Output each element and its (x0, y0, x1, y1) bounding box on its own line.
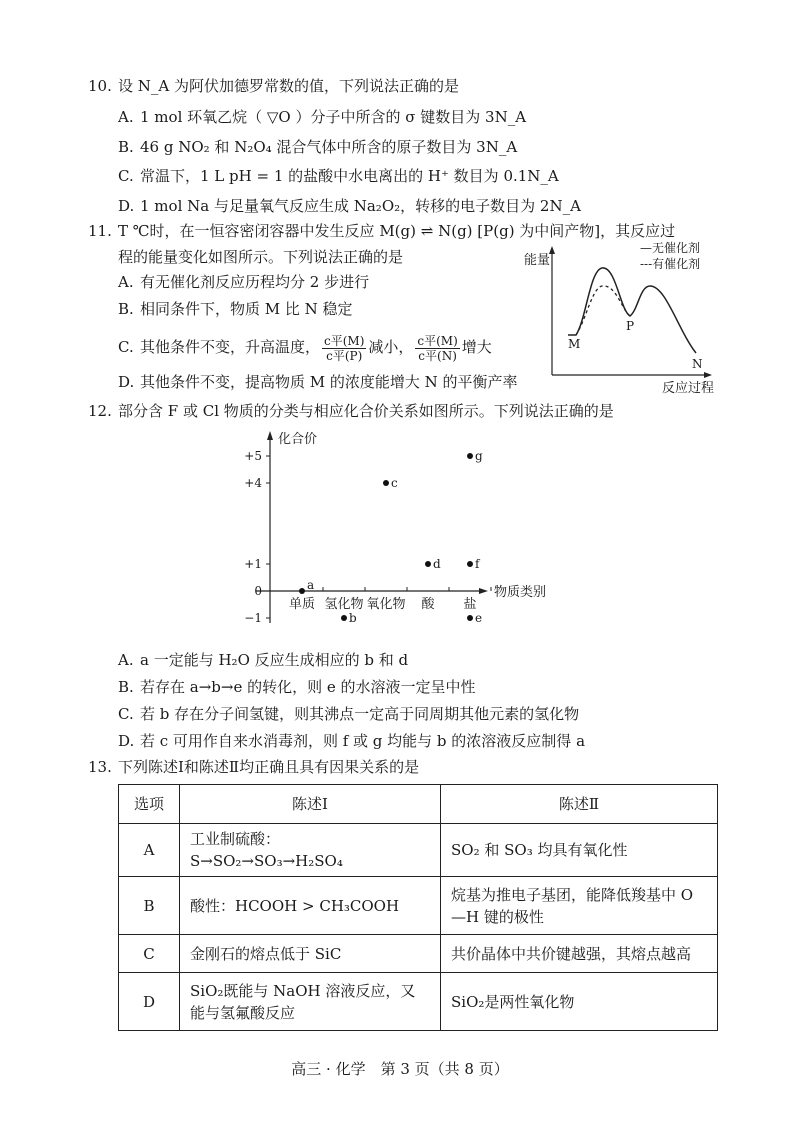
table-cell-statement2: 共价晶体中共价键越强，其熔点越高 (441, 935, 718, 973)
data-point-d (425, 561, 431, 567)
option-text: 其他条件不变，升高温度， (140, 338, 321, 356)
option-text: 若存在 a→b→e 的转化，则 e 的水溶液一定呈中性 (140, 678, 476, 696)
valence-x-label: 物质类别 (494, 585, 547, 600)
q13-table (118, 784, 718, 1031)
table-header-statement1: 陈述Ⅰ (180, 785, 441, 824)
table-row (119, 973, 718, 1031)
option-text: 若 b 存在分子间氢键，则其沸点一定高于同周期其他元素的氢化物 (140, 705, 580, 723)
table-cell-statement1: 金刚石的熔点低于 SiC (180, 935, 441, 973)
q10-number: 10. (88, 77, 112, 95)
table-cell-statement2: 烷基为推电子基团，能降低羧基中 O—H 键的极性 (441, 877, 718, 935)
x-category-label: 氢化物 (324, 597, 364, 612)
point-m-label: M (568, 337, 581, 351)
q11-stem-line2: 程的能量变化如图所示。下列说法正确的是 (118, 248, 404, 266)
option-letter: B. (118, 678, 134, 696)
y-tick-label: −1 (244, 611, 262, 625)
data-point-e (467, 615, 473, 621)
fraction-m-over-n (415, 334, 459, 363)
data-point-label-f: f (475, 557, 480, 571)
option-letter: A. (118, 273, 134, 291)
data-point-f (467, 561, 473, 567)
data-point-label-b: b (349, 611, 357, 625)
valence-y-label: 化合价 (278, 432, 318, 447)
table-cell-option: C (119, 935, 180, 973)
fraction-numerator: c平(M) (324, 333, 365, 348)
valence-y-arrow (267, 431, 273, 440)
fraction-denominator: c平(N) (418, 348, 457, 363)
point-n-label: N (692, 357, 703, 371)
option-letter: A. (118, 108, 134, 126)
energy-y-label: 能量 (524, 253, 551, 268)
y-tick-label: +4 (244, 476, 262, 490)
q10-option-c (118, 166, 559, 186)
data-point-b (341, 615, 347, 621)
table-cell-option: B (119, 877, 180, 935)
q12-option-a (118, 650, 408, 670)
x-category-label: 单质 (288, 597, 316, 612)
option-letter: C. (118, 167, 134, 185)
option-letter: B. (118, 300, 134, 318)
q12-option-b (118, 677, 476, 697)
table-cell-statement1: 酸性：HCOOH > CH₃COOH (180, 877, 441, 935)
fraction-numerator: c平(M) (417, 333, 458, 348)
fraction-m-over-p (322, 334, 366, 363)
q13-stem: 下列陈述Ⅰ和陈述Ⅱ均正确且具有因果关系的是 (118, 758, 420, 776)
data-point-c (383, 480, 389, 486)
table-header-statement2: 陈述Ⅱ (441, 785, 718, 824)
option-letter: D. (118, 373, 135, 391)
table-cell-statement2: SiO₂是两性氧化物 (441, 973, 718, 1031)
energy-x-label: 反应过程 (662, 381, 715, 396)
q12-option-c (118, 704, 579, 724)
legend-catalyzed: ---有催化剂 (640, 257, 701, 271)
point-p-label: P (626, 319, 635, 333)
option-text: 常温下，1 L pH = 1 的盐酸中水电离出的 H⁺ 数目为 0.1N_A (140, 167, 559, 185)
option-text: 1 mol Na 与足量氧气反应生成 Na₂O₂，转移的电子数目为 2N_A (140, 197, 581, 215)
y-tick-label: 0 (254, 584, 262, 598)
q11-stem-line1: T ℃时，在一恒容密闭容器中发生反应 M(g) ⇌ N(g) [P(g) 为中间产物]，其反应过 (118, 222, 676, 240)
option-letter: A. (118, 651, 134, 669)
valence-chart (220, 425, 560, 635)
valence-x-arrow (479, 588, 488, 594)
y-tick-label: +1 (244, 557, 262, 571)
energy-x-arrow (704, 372, 712, 378)
q12-stem: 部分含 F 或 Cl 物质的分类与相应化合价关系如图所示。下列说法正确的是 (118, 402, 614, 420)
fraction-denominator: c平(P) (326, 348, 363, 363)
data-point-g (467, 453, 473, 459)
x-category-label: 氧化物 (366, 597, 406, 612)
data-point-label-e: e (475, 611, 483, 625)
option-letter: C. (118, 338, 134, 356)
legend-uncatalyzed: —无催化剂 (640, 241, 701, 255)
option-text: 1 mol 环氧乙烷（ ▽O ）分子中所含的 σ 键数目为 3N_A (140, 108, 527, 126)
table-header-option: 选项 (119, 785, 180, 824)
q12-number: 12. (88, 402, 112, 420)
option-text-post: 增大 (461, 338, 492, 356)
table-row (119, 935, 718, 973)
option-letter: D. (118, 197, 135, 215)
option-text: 有无催化剂反应历程均分 2 步进行 (140, 273, 370, 291)
table-cell-option: A (119, 824, 180, 877)
option-text: a 一定能与 H₂O 反应生成相应的 b 和 d (140, 651, 409, 669)
data-point-label-g: g (475, 449, 483, 463)
option-text: 相同条件下，物质 M 比 N 稳定 (140, 300, 353, 318)
q11-option-a (118, 272, 369, 292)
q10-option-a (118, 107, 526, 127)
data-point-label-a: a (307, 578, 315, 592)
energy-diagram (520, 240, 720, 400)
option-text-mid: 减小， (368, 338, 414, 356)
q11-number: 11. (88, 222, 112, 240)
y-tick-label: +5 (244, 449, 262, 463)
table-cell-statement2: SO₂ 和 SO₃ 均具有氧化性 (441, 824, 718, 877)
table-cell-statement1: 工业制硫酸：S→SO₂→SO₃→H₂SO₄ (180, 824, 441, 877)
data-point-a (299, 588, 305, 594)
option-letter: B. (118, 138, 134, 156)
option-text: 46 g NO₂ 和 N₂O₄ 混合气体中所含的原子数目为 3N_A (140, 138, 518, 156)
q11-option-b (118, 299, 353, 319)
q11-option-d (118, 372, 518, 392)
data-point-label-d: d (433, 557, 441, 571)
q10-option-b (118, 137, 517, 157)
table-row (119, 824, 718, 877)
data-point-label-c: c (391, 476, 398, 490)
table-row (119, 877, 718, 935)
x-category-label: 酸 (421, 597, 435, 612)
option-letter: D. (118, 732, 135, 750)
table-header-row (119, 785, 718, 824)
q10-stem: 设 N_A 为阿伏加德罗常数的值，下列说法正确的是 (118, 77, 459, 95)
table-cell-option: D (119, 973, 180, 1031)
q12-option-d (118, 731, 585, 751)
table-cell-statement1: SiO₂既能与 NaOH 溶液反应，又能与氢氟酸反应 (180, 973, 441, 1031)
q13-number: 13. (88, 758, 112, 776)
option-letter: C. (118, 705, 134, 723)
q11-option-c (118, 330, 492, 364)
option-text: 其他条件不变，提高物质 M 的浓度能增大 N 的平衡产率 (140, 373, 518, 391)
x-category-label: 盐 (463, 597, 477, 612)
q10-option-d (118, 196, 581, 216)
option-text: 若 c 可用作自来水消毒剂，则 f 或 g 均能与 b 的浓溶液反应制得 a (140, 732, 586, 750)
page-footer: 高三 · 化学 第 3 页（共 8 页） (291, 1060, 509, 1078)
